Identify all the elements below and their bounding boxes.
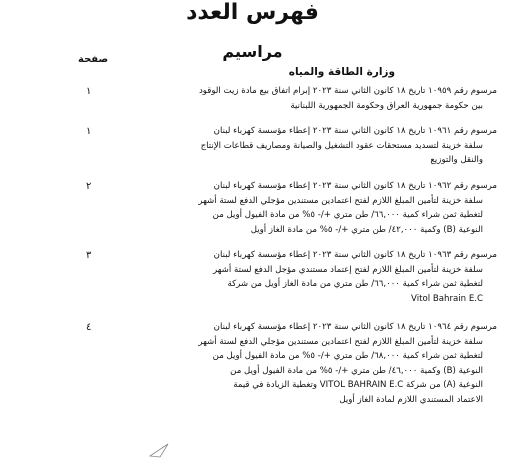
paper-fold-mark bbox=[148, 442, 170, 458]
entry-line: النوعية (B) وكمية ٤٦,٠٠٠/ طن متري +/- ٥% من مادة الفيول أويل من bbox=[230, 365, 483, 376]
entry-line: لتغطية ثمن شراء كمية ٦٦,٠٠٠/ طن متري +/- ٥% من مادة الفيول أويل من bbox=[212, 210, 483, 220]
entry-line: مرسوم رقم ١٠٩٦٣ تاريخ ١٨ كانون الثاني سنة ٢٠٢٣ إعطاء مؤسسة كهرباء لبنان bbox=[213, 250, 497, 260]
entry-line: سلفة خزينة لتأمين المبلغ اللازم لفتح إعتماد مستندي مؤجل الدفع لستة أشهر bbox=[212, 264, 483, 275]
index-entry bbox=[137, 248, 497, 306]
entry-page-number: ٣ bbox=[86, 250, 92, 261]
index-entry bbox=[137, 179, 497, 237]
ministry-heading: وزارة الطاقة والمياه bbox=[288, 66, 395, 78]
entry-line: النوعية (A) من شركة VITOL BAHRAIN E.C وتغطية الزيادة في قيمة bbox=[233, 380, 483, 390]
entry-page-number: ٢ bbox=[86, 181, 92, 192]
entry-line: Vitol Bahrain E.C bbox=[411, 293, 483, 304]
entry-line: مرسوم رقم ١٠٩٦١ تاريخ ١٨ كانون الثاني سنة ٢٠٢٣ إعطاء مؤسسة كهرباء لبنان bbox=[213, 126, 497, 136]
entry-line: الاعتماد المستندي اللازم لمادة الغاز أويل bbox=[339, 394, 483, 405]
entry-line: مرسوم رقم ١٠٩٦٤ تاريخ ١٨ كانون الثاني سنة ٢٠٢٣ إعطاء مؤسسة كهرباء لبنان bbox=[213, 322, 497, 332]
entry-line: مرسوم رقم ١٠٩٦٢ تاريخ ١٨ كانون الثاني سنة ٢٠٢٣ إعطاء مؤسسة كهرباء لبنان bbox=[213, 181, 497, 191]
entry-page-number: ١ bbox=[86, 126, 92, 137]
page-title: فهرس العدد bbox=[186, 0, 319, 25]
index-entry bbox=[137, 84, 497, 113]
entry-line: سلفة خزينة لتأمين المبلغ اللازم لفتح اعتمادين مستندين مؤجلي الدفع لستة أشهر bbox=[198, 336, 483, 347]
section-heading: مراسيم bbox=[222, 42, 283, 61]
entry-page-number: ١ bbox=[86, 86, 92, 97]
entry-line: مرسوم رقم ١٠٩٥٩ تاريخ ١٨ كانون الثاني سنة ٢٠٢٣ إبرام اتفاق بيع مادة زيت الوقود bbox=[198, 86, 497, 96]
index-entry bbox=[137, 124, 497, 168]
entry-line: سلفة خزينة لتسديد مستحقات عقود التشغيل والصيانة ومصاريف قطاعات الإنتاج bbox=[200, 140, 483, 151]
entry-line: لتغطية ثمن شراء كمية ٦٦,٠٠٠/ طن متري من مادة الغاز أويل من شركة bbox=[227, 279, 483, 289]
index-entry bbox=[137, 320, 497, 407]
page-column-label: صفحة bbox=[78, 54, 109, 65]
entry-line: سلفة خزينة لتأمين المبلغ اللازم لفتح اعتمادين مستندين مؤجلي الدفع لستة أشهر bbox=[198, 195, 483, 206]
entry-line: لتغطية ثمن شراء كمية ٦٨,٠٠٠/ طن متري +/- ٥% من مادة الفيول أويل من bbox=[212, 351, 483, 361]
entry-line: والنقل والتوزيع bbox=[430, 155, 483, 165]
entry-page-number: ٤ bbox=[86, 322, 92, 333]
entry-line: بين حكومة جمهورية العراق وحكومة الجمهورية اللبنانية bbox=[290, 100, 483, 111]
entry-line: النوعية (B) وكمية ٤٢,٠٠٠/ طن متري +/- ٥% من مادة الغاز أويل bbox=[250, 224, 483, 235]
